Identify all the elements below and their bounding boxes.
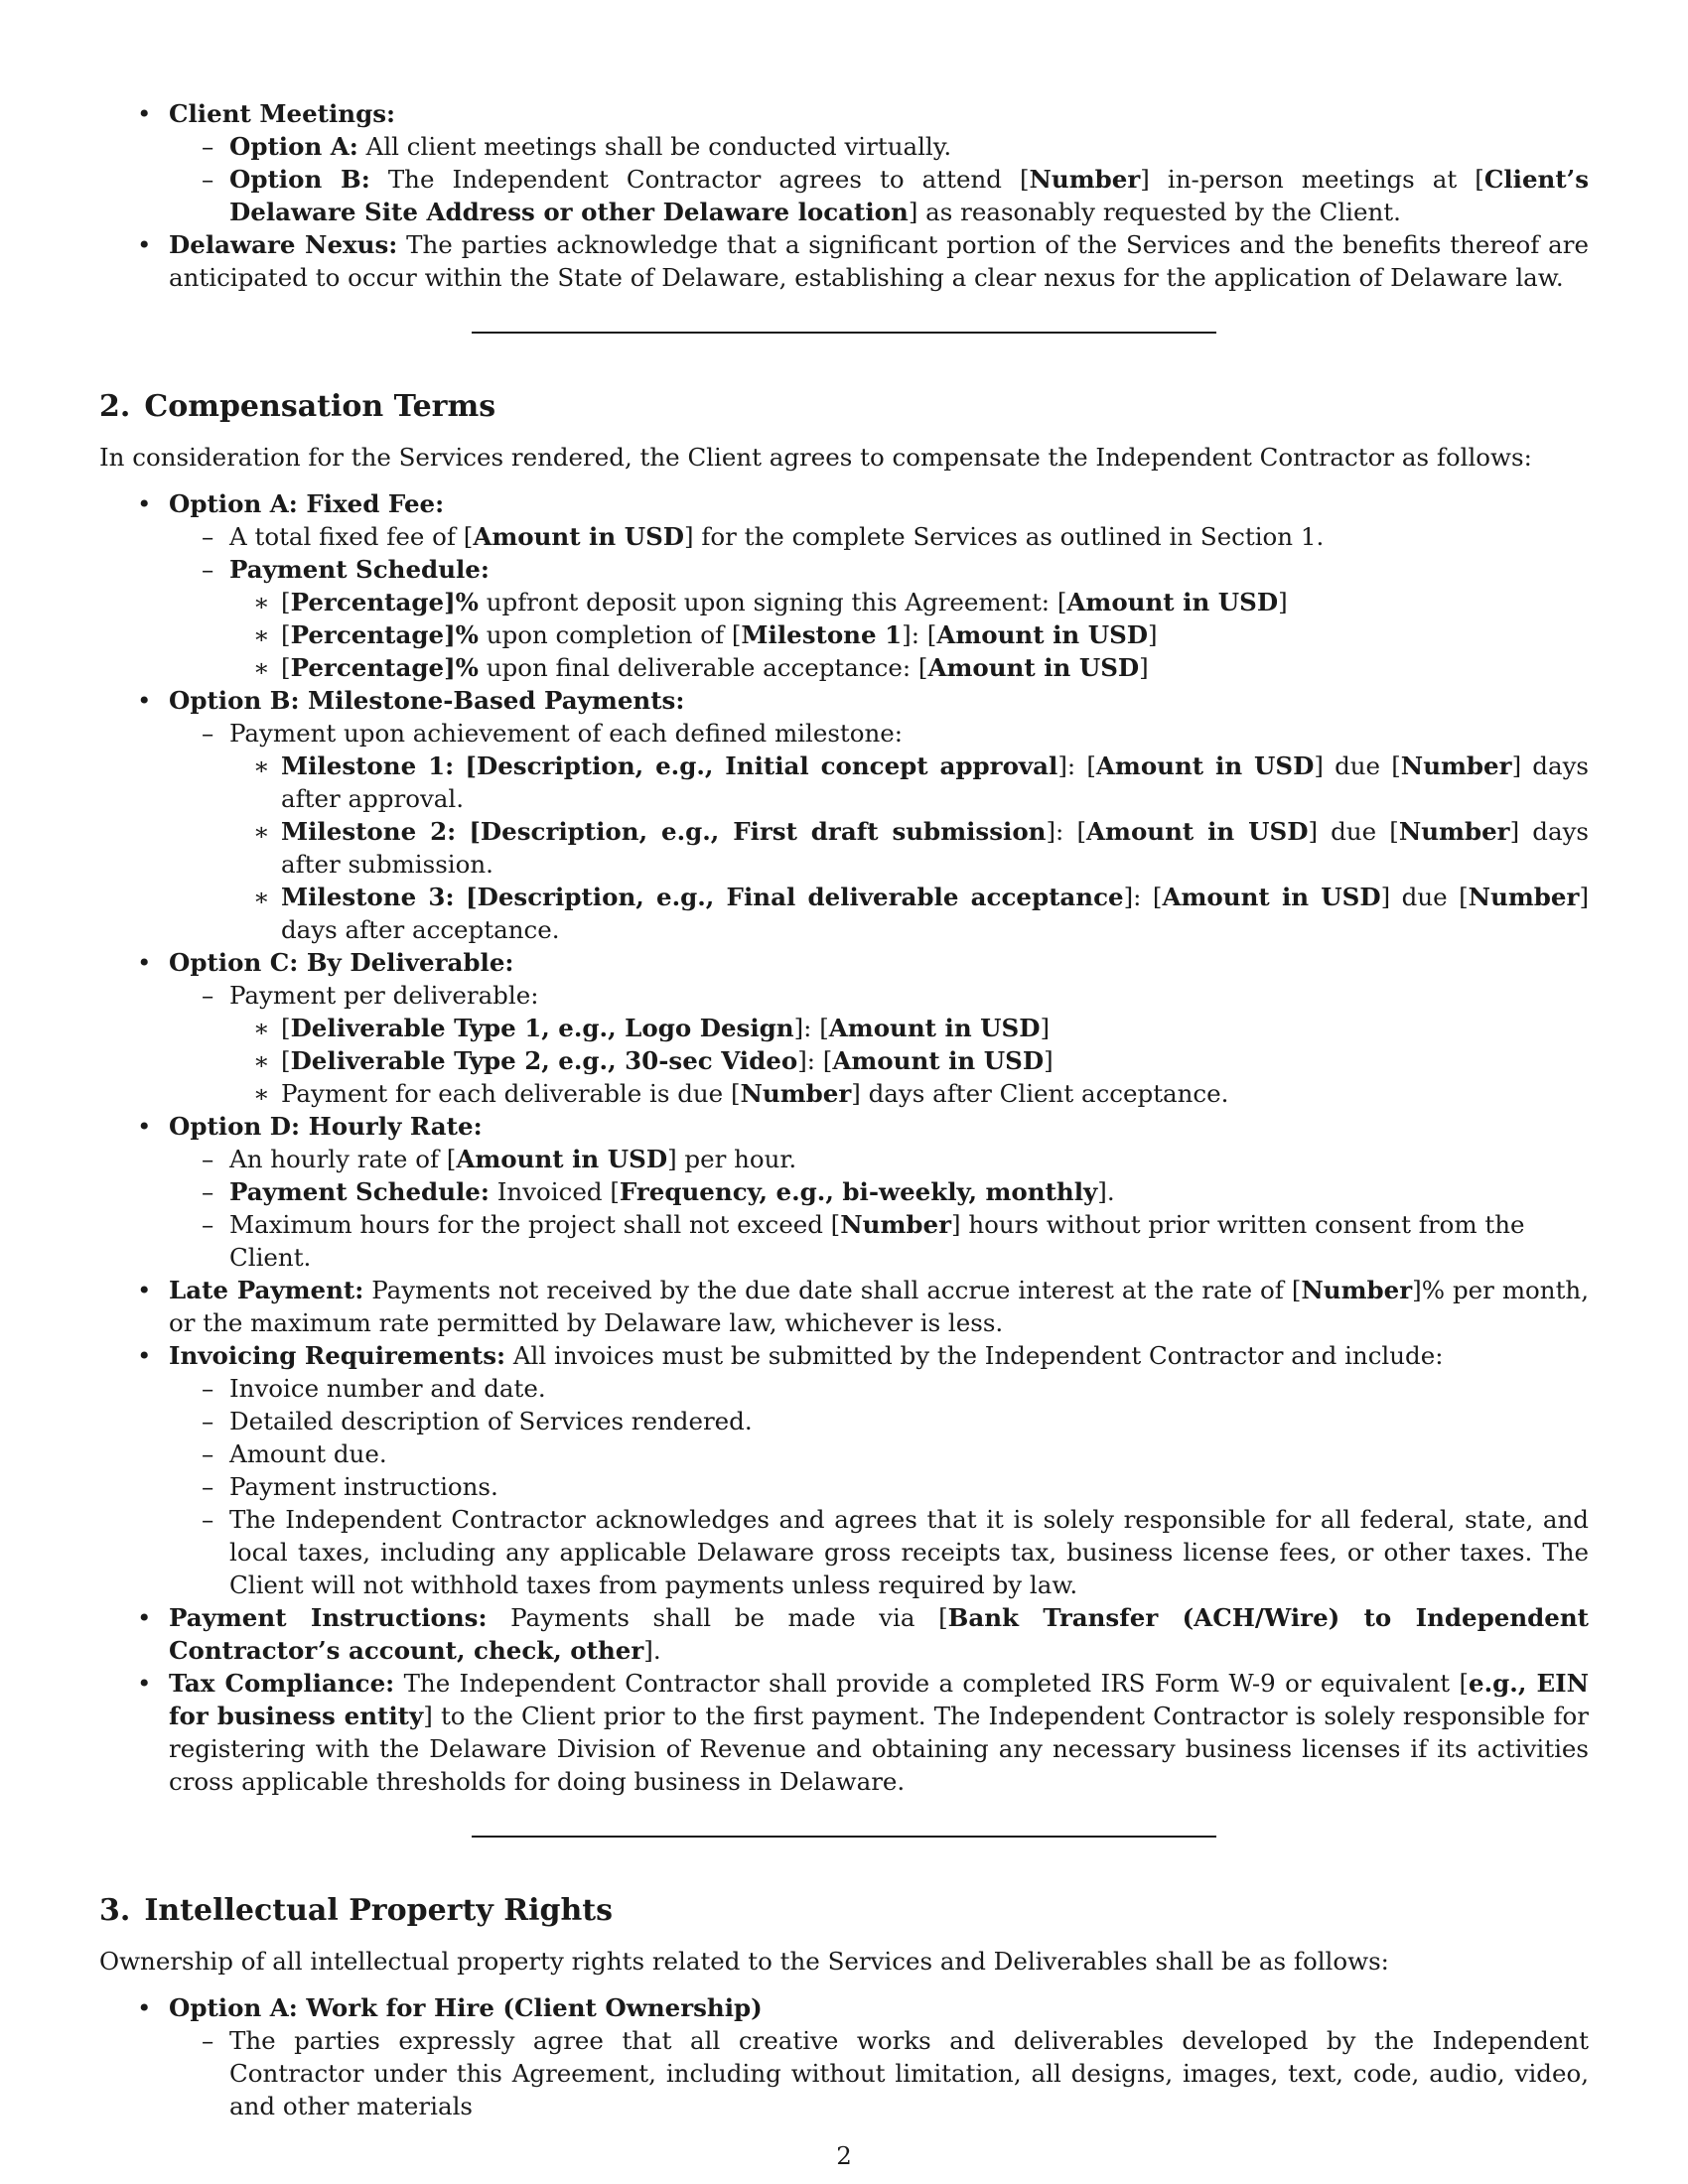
client-meetings-options (108, 130, 1589, 228)
list-item: – Amount due. (169, 1437, 1589, 1470)
tax-compliance-item: • Tax Compliance: The Independent Contractor shall provide a completed IRS Form W-9 or equivalent [e.g., EIN for business entity] to the Client prior to the first payment. The Independent Contractor is solely responsible for registering with the Delaware Division of Revenue and obtaining any necessary business licenses if its activities cross applicable thresholds for doing business in Delaware. (99, 1667, 1589, 1798)
hourly-max: – Maximum hours for the project shall not exceed [Number] hours without prior written consent from the Client. (169, 1208, 1589, 1274)
list-item: – The parties expressly agree that all creative works and deliverables developed by the Independent Contractor under this Agreement, including without limitation, all designs, images, text, code, audio, video, and other materials (169, 2024, 1589, 2122)
section-divider (472, 1836, 1216, 1838)
section-heading: 2. Compensation Terms (99, 389, 496, 424)
compensation-list (99, 487, 1589, 1798)
section-intro: Ownership of all intellectual property rights related to the Services and Deliverables shall be as follows: (99, 1947, 1389, 1976)
late-payment-item: • Late Payment: Payments not received by the due date shall accrue interest at the rate of [Number]% per month, or the maximum rate permitted by Delaware law, whichever is less. (99, 1274, 1589, 1339)
option-b-milestones: • Option B: Milestone-Based Payments: – Payment upon achievement of each defined milestone: ∗ Milestone 1: [Description, e.g., Initial concept approval]: [Amount in USD] due [Number] days after approval. ∗ Milestone 2: [Description, e.g., First draft submission]: [Amount in USD] due [Number] days after submission. ∗ Milestone 3: [Description, e.g., Final deliverable acceptance]: [Amount in USD] due [Number] days after acceptance. (99, 684, 1589, 946)
schedule-item: ∗ [Percentage]% upon completion of [Milestone 1]: [Amount in USD] (229, 618, 1589, 651)
payment-schedule: – Payment Schedule: ∗ [Percentage]% upfront deposit upon signing this Agreement: [Amount in USD] ∗ [Percentage]% upon completion of [Milestone 1]: [Amount in USD] ∗ [Percentage]% upon final deliverable acceptance: [Amount in USD] (169, 553, 1589, 684)
milestone-1: ∗ Milestone 1: [Description, e.g., Initial concept approval]: [Amount in USD] due [Number] days after approval. (229, 750, 1589, 815)
milestones-intro: – Payment upon achievement of each defined milestone: ∗ Milestone 1: [Description, e.g., Initial concept approval]: [Amount in USD] due [Number] days after approval. ∗ Milestone 2: [Description, e.g., First draft submission]: [Amount in USD] due [Number] days after submission. ∗ Milestone 3: [Description, e.g., Final deliverable acceptance]: [Amount in USD] due [Number] days after acceptance. (169, 717, 1589, 946)
deliverable-sublist (108, 979, 1589, 1110)
deliverable-intro: – Payment per deliverable: ∗ [Deliverable Type 1, e.g., Logo Design]: [Amount in USD] ∗ [Deliverable Type 2, e.g., 30-sec Video]: [Amount in USD] ∗ Payment for each deliverable is due [Number] days after Client acceptance. (169, 979, 1589, 1110)
page-content (99, 97, 1589, 2122)
hourly-schedule: – Payment Schedule: Invoiced [Frequency, e.g., bi-weekly, monthly]. (169, 1175, 1589, 1208)
deliverable-due: ∗ Payment for each deliverable is due [Number] days after Client acceptance. (229, 1077, 1589, 1110)
ip-option-a-sublist (108, 2024, 1589, 2122)
option-a-fixed-fee: • Option A: Fixed Fee: – A total fixed fee of [Amount in USD] for the complete Services as outlined in Section 1. – Payment Schedule: ∗ [Percentage]% upfront deposit upon signing this Agreement: [Amount in USD] ∗ [Percentage]% upon completion of [Milestone 1]: [Amount in USD] ∗ [Percentage]% upon final deliverable acceptance: [Amount in USD] (99, 487, 1589, 684)
list-item: – Invoice number and date. (169, 1372, 1589, 1405)
milestone-2: ∗ Milestone 2: [Description, e.g., First draft submission]: [Amount in USD] due [Number] days after submission. (229, 815, 1589, 881)
fixed-fee-sublist (108, 520, 1589, 684)
ip-list (99, 1991, 1589, 2122)
payment-instructions-item: • Payment Instructions: Payments shall be made via [Bank Transfer (ACH/Wire) to Independent Contractor’s account, check, other]. (99, 1601, 1589, 1667)
option-d-hourly: • Option D: Hourly Rate: – An hourly rate of [Amount in USD] per hour. – Payment Schedule: Invoiced [Frequency, e.g., bi-weekly, monthly]. – Maximum hours for the project shall not exceed [Number] hours without prior written consent from the Client. (99, 1110, 1589, 1274)
page-number: 2 (836, 2141, 852, 2170)
list-item: – The Independent Contractor acknowledges and agrees that it is solely responsible for all federal, state, and local taxes, including any applicable Delaware gross receipts tax, business license fees, or other taxes. The Client will not withhold taxes from payments unless required by law. (169, 1503, 1589, 1601)
invoicing-requirements (108, 1372, 1589, 1601)
schedule-item: ∗ [Percentage]% upon final deliverable acceptance: [Amount in USD] (229, 651, 1589, 684)
list-item: – Payment instructions. (169, 1470, 1589, 1503)
section-heading: 3. Intellectual Property Rights (99, 1893, 614, 1928)
milestone-items (229, 750, 1589, 946)
schedule-item: ∗ [Percentage]% upfront deposit upon signing this Agreement: [Amount in USD] (229, 586, 1589, 618)
hourly-sublist (108, 1143, 1589, 1274)
ip-option-a: • Option A: Work for Hire (Client Ownership) – The parties expressly agree that all creative works and deliverables developed by the Independent Contractor under this Agreement, including without limitation, all designs, images, text, code, audio, video, and other materials (99, 1991, 1589, 2122)
option-c-deliverable: • Option C: By Deliverable: – Payment per deliverable: ∗ [Deliverable Type 1, e.g., Logo Design]: [Amount in USD] ∗ [Deliverable Type 2, e.g., 30-sec Video]: [Amount in USD] ∗ Payment for each deliverable is due [Number] days after Client acceptance. (99, 946, 1589, 1110)
meeting-option-b: – Option B: The Independent Contractor agrees to attend [Number] in-person meetings at [Client’s Delaware Site Address or other Delaware location] as reasonably requested by the Client. (169, 163, 1589, 228)
deliverable-1: ∗ [Deliverable Type 1, e.g., Logo Design]: [Amount in USD] (229, 1012, 1589, 1044)
milestone-3: ∗ Milestone 3: [Description, e.g., Final deliverable acceptance]: [Amount in USD] due [Number] days after acceptance. (229, 881, 1589, 946)
deliverable-2: ∗ [Deliverable Type 2, e.g., 30-sec Video]: [Amount in USD] (229, 1044, 1589, 1077)
invoicing-item: • Invoicing Requirements: All invoices must be submitted by the Independent Contractor and include: – Invoice number and date. – Detailed description of Services rendered. – Amount due. – Payment instructions. – The Independent Contractor acknowledges and agrees that it is solely responsible for all federal, state, and local taxes, including any applicable Delaware gross receipts tax, business license fees, or other taxes. The Client will not withhold taxes from payments unless required by law. (99, 1339, 1589, 1601)
section-divider (472, 332, 1216, 334)
milestones-sublist (108, 717, 1589, 946)
section-intro: In consideration for the Services rendered, the Client agrees to compensate the Independent Contractor as follows: (99, 443, 1532, 472)
payment-schedule-items (229, 586, 1589, 684)
meeting-option-a: – Option A: All client meetings shall be conducted virtually. (169, 130, 1589, 163)
delaware-nexus-item: • Delaware Nexus: The parties acknowledge that a significant portion of the Services and the benefits thereof are anticipated to occur within the State of Delaware, establishing a clear nexus for the application of Delaware law. (99, 228, 1589, 294)
list-item: – Detailed description of Services rendered. (169, 1405, 1589, 1437)
deliverable-items (229, 1012, 1589, 1110)
fixed-fee-total: – A total fixed fee of [Amount in USD] for the complete Services as outlined in Section 1. (169, 520, 1589, 553)
section1-list (99, 97, 1589, 294)
hourly-rate: – An hourly rate of [Amount in USD] per hour. (169, 1143, 1589, 1175)
client-meetings-item: • Client Meetings: – Option A: All client meetings shall be conducted virtually. – Option B: The Independent Contractor agrees to attend [Number] in-person meetings at [Client’s Delaware Site Address or other Delaware location] as reasonably requested by the Client. (99, 97, 1589, 228)
